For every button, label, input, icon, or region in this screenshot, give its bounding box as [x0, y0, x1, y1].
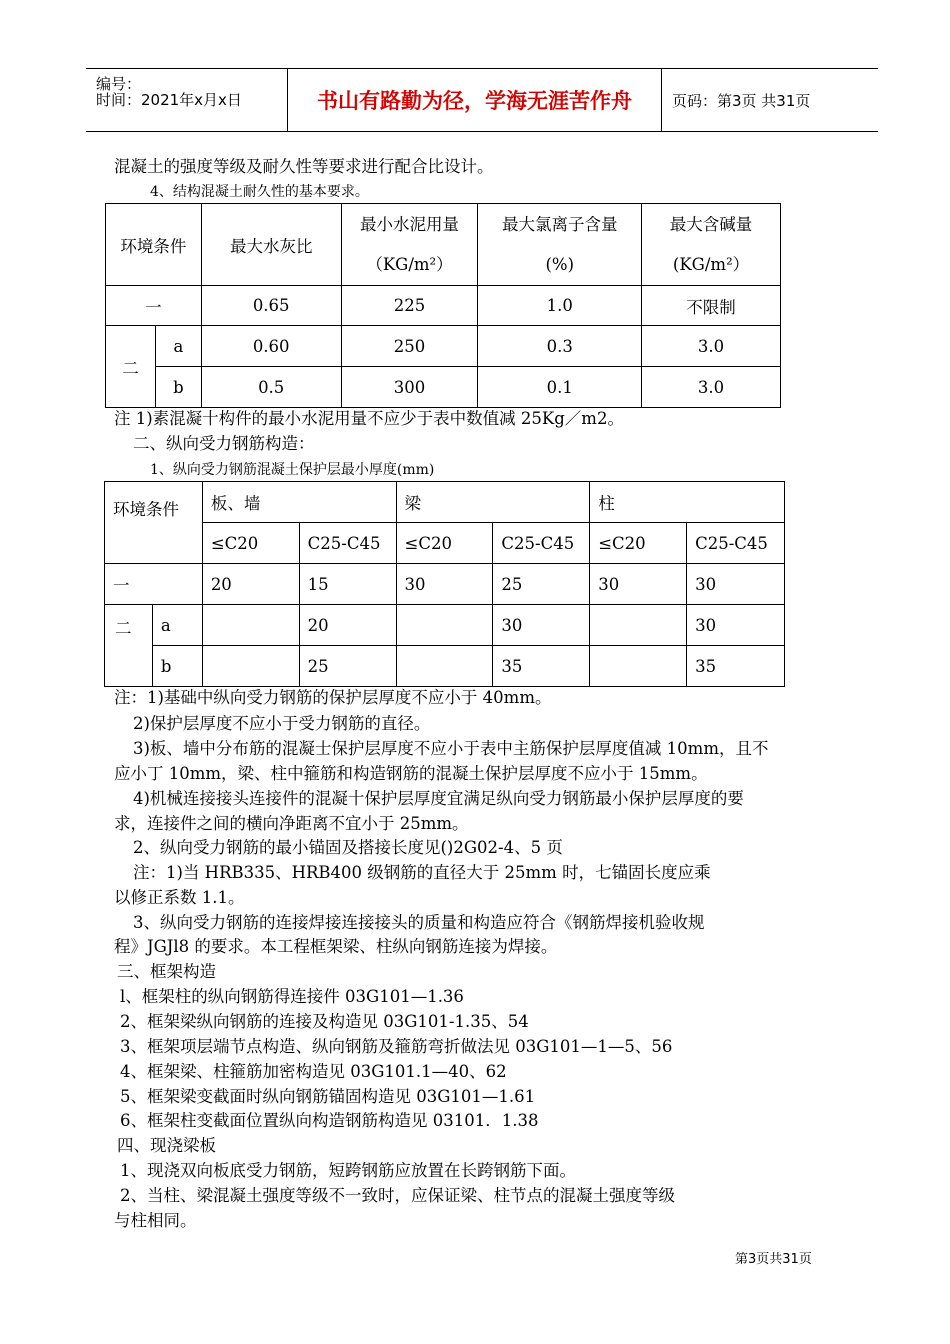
note-line: 4)机械连接接头连接件的混凝十保护层厚度宜满足纵向受力钢筋最小保护层厚度的要 — [133, 789, 744, 808]
table-cell: 20 — [202, 564, 299, 605]
page-header — [86, 68, 878, 132]
table-cell: 30 — [590, 564, 687, 605]
th-min-cement: 最小水泥用量 （KG/m²） — [341, 204, 478, 286]
table-row — [105, 646, 785, 687]
table-cell: b — [155, 367, 201, 408]
table-row — [106, 367, 781, 408]
heading-4: 4、结构混凝土耐久性的基本要求。 — [150, 184, 369, 200]
note-line: 3、纵向受力钢筋的连接焊接连接接头的质量和构造应符合《钢筋焊接机验收规 — [133, 913, 705, 932]
th-column: 柱 — [590, 482, 785, 523]
note-line: 应小丁 10mm，梁、柱中箍筋和构造钢筋的混凝土保护层厚度不应小于 15mm。 — [114, 764, 708, 783]
table-cell: 250 — [341, 326, 478, 367]
time-label: 时间：2021年x月x日 — [96, 91, 242, 109]
table-cell: 不限制 — [642, 286, 781, 326]
header-motto — [288, 69, 662, 131]
table-row — [105, 605, 785, 646]
th-slab-wall: 板、墙 — [202, 482, 396, 523]
table-cell: 3.0 — [642, 367, 781, 408]
list-item: l、框架柱的纵向钢筋得连接件 03G101—1.36 — [120, 987, 464, 1006]
table-cell — [202, 605, 299, 646]
note-line: 注：1)基础中纵向受力钢筋的保护层厚度不应小于 40mm。 — [114, 688, 552, 707]
th-chloride: 最大氯离子含量 (%) — [478, 204, 642, 286]
number-label: 编号： — [96, 75, 142, 93]
section-4-heading: 四、现浇梁板 — [117, 1136, 216, 1155]
table-cell: 0.3 — [478, 326, 642, 367]
table-cell: 30 — [687, 564, 785, 605]
table-cell: 0.60 — [201, 326, 341, 367]
note-line: 程》JGJl8 的要求。本工程框架梁、柱纵向钢筋连接为焊接。 — [114, 937, 558, 956]
th-grade: ≤C20 — [202, 523, 299, 564]
table-cell: 15 — [299, 564, 396, 605]
note-line: 求，连接件之间的横向净距离不宜小于 25mm。 — [114, 814, 469, 833]
table-cell: 20 — [299, 605, 396, 646]
list-item: 4、框架梁、柱箍筋加密构造见 03G101.1—40、62 — [120, 1062, 507, 1081]
note-line: 以修正系数 1.1。 — [114, 888, 245, 907]
table-cell: 0.1 — [478, 367, 642, 408]
table-cell: 一 — [105, 564, 203, 605]
list-item: 1、现浇双向板底受力钢筋，短跨钢筋应放置在长跨钢筋下面。 — [120, 1161, 576, 1180]
motto-text: 书山有路勤为径，学海无涯苦作舟 — [317, 89, 632, 113]
table1-note: 注 1)素混凝十构件的最小水泥用量不应少于表中数值减 25Kg／m2。 — [114, 409, 624, 428]
header-meta — [86, 69, 288, 131]
note-line: 注：1)当 HRB335、HRB400 级钢筋的直径大于 25mm 时，七锚固长度应乘 — [133, 863, 711, 882]
th-grade: ≤C20 — [396, 523, 493, 564]
section-3-heading: 三、框架构造 — [117, 962, 216, 981]
page-footer: 第3页共31页 — [735, 1252, 812, 1267]
th-grade: C25-C45 — [299, 523, 396, 564]
section-2-heading: 二、纵向受力钢筋构造： — [133, 434, 315, 453]
list-item: 2、当柱、梁混凝土强度等级不一致时，应保证梁、柱节点的混凝土强度等级 — [120, 1186, 675, 1205]
table-cell: 0.5 — [201, 367, 341, 408]
th-grade: ≤C20 — [590, 523, 687, 564]
th-beam: 梁 — [396, 482, 590, 523]
table-cell — [590, 646, 687, 687]
table-row — [106, 326, 781, 367]
table-cell: 35 — [687, 646, 785, 687]
table-cell: a — [155, 326, 201, 367]
table-cell: 30 — [687, 605, 785, 646]
th-water-cement: 最大水灰比 — [201, 204, 341, 286]
note-line: 2)保护层厚度不应小于受力钢筋的直径。 — [133, 714, 431, 733]
table-cell: 3.0 — [642, 326, 781, 367]
list-item: 3、框架项层端节点构造、纵向钢筋及箍筋弯折做法见 03G101—1—5、56 — [120, 1037, 673, 1056]
th-alkali: 最大含碱量 (KG/m²） — [642, 204, 781, 286]
table-cell: 30 — [396, 564, 493, 605]
intro-line: 混凝土的强度等级及耐久性等要求进行配合比设计。 — [114, 157, 494, 176]
note-line: 3)板、墙中分布筋的混凝士保护层厚度不应小于表中主筋保护层厚度值减 10mm，且不 — [133, 739, 769, 758]
table-row — [105, 564, 785, 605]
table-cell-group: 二 — [106, 326, 156, 408]
page-label: 页码：第3页 共31页 — [672, 91, 811, 110]
th-environment: 环境条件 — [105, 482, 203, 564]
list-item: 2、框架梁纵向钢筋的连接及构造见 03G101-1.35、54 — [120, 1012, 529, 1031]
table-cell: 一 — [106, 286, 202, 326]
table-cell — [590, 605, 687, 646]
durability-table — [105, 203, 781, 408]
table-cell: 300 — [341, 367, 478, 408]
table-cell: 30 — [493, 605, 590, 646]
table-cell: 25 — [299, 646, 396, 687]
table-cell — [202, 646, 299, 687]
list-item: 5、框架梁变截面时纵向钢筋锚固构造见 03G101—1.61 — [120, 1087, 536, 1106]
table-cell: 35 — [493, 646, 590, 687]
cover-thickness-table — [104, 481, 785, 687]
table-cell — [396, 605, 493, 646]
note-line: 2、纵向受力钢筋的最小锚固及搭接长度见()2G02-4、5 页 — [133, 838, 563, 857]
th-grade: C25-C45 — [687, 523, 785, 564]
th-environment: 环境条件 — [106, 204, 202, 286]
th-grade: C25-C45 — [493, 523, 590, 564]
table-cell: 25 — [493, 564, 590, 605]
table-cell: b — [152, 646, 202, 687]
table-cell: 225 — [341, 286, 478, 326]
table-cell-group: 二 — [105, 605, 153, 687]
table-cell: 1.0 — [478, 286, 642, 326]
list-item: 6、框架柱变截面位置纵向构造钢筋构造见 03101．1.38 — [120, 1111, 539, 1130]
table-cell: 0.65 — [201, 286, 341, 326]
table-cell: a — [152, 605, 202, 646]
table-cell — [396, 646, 493, 687]
table2-heading: 1、纵向受力钢筋混凝土保护层最小厚度(mm) — [150, 462, 435, 478]
table-row — [106, 286, 781, 326]
list-item: 与柱相同。 — [114, 1211, 197, 1230]
